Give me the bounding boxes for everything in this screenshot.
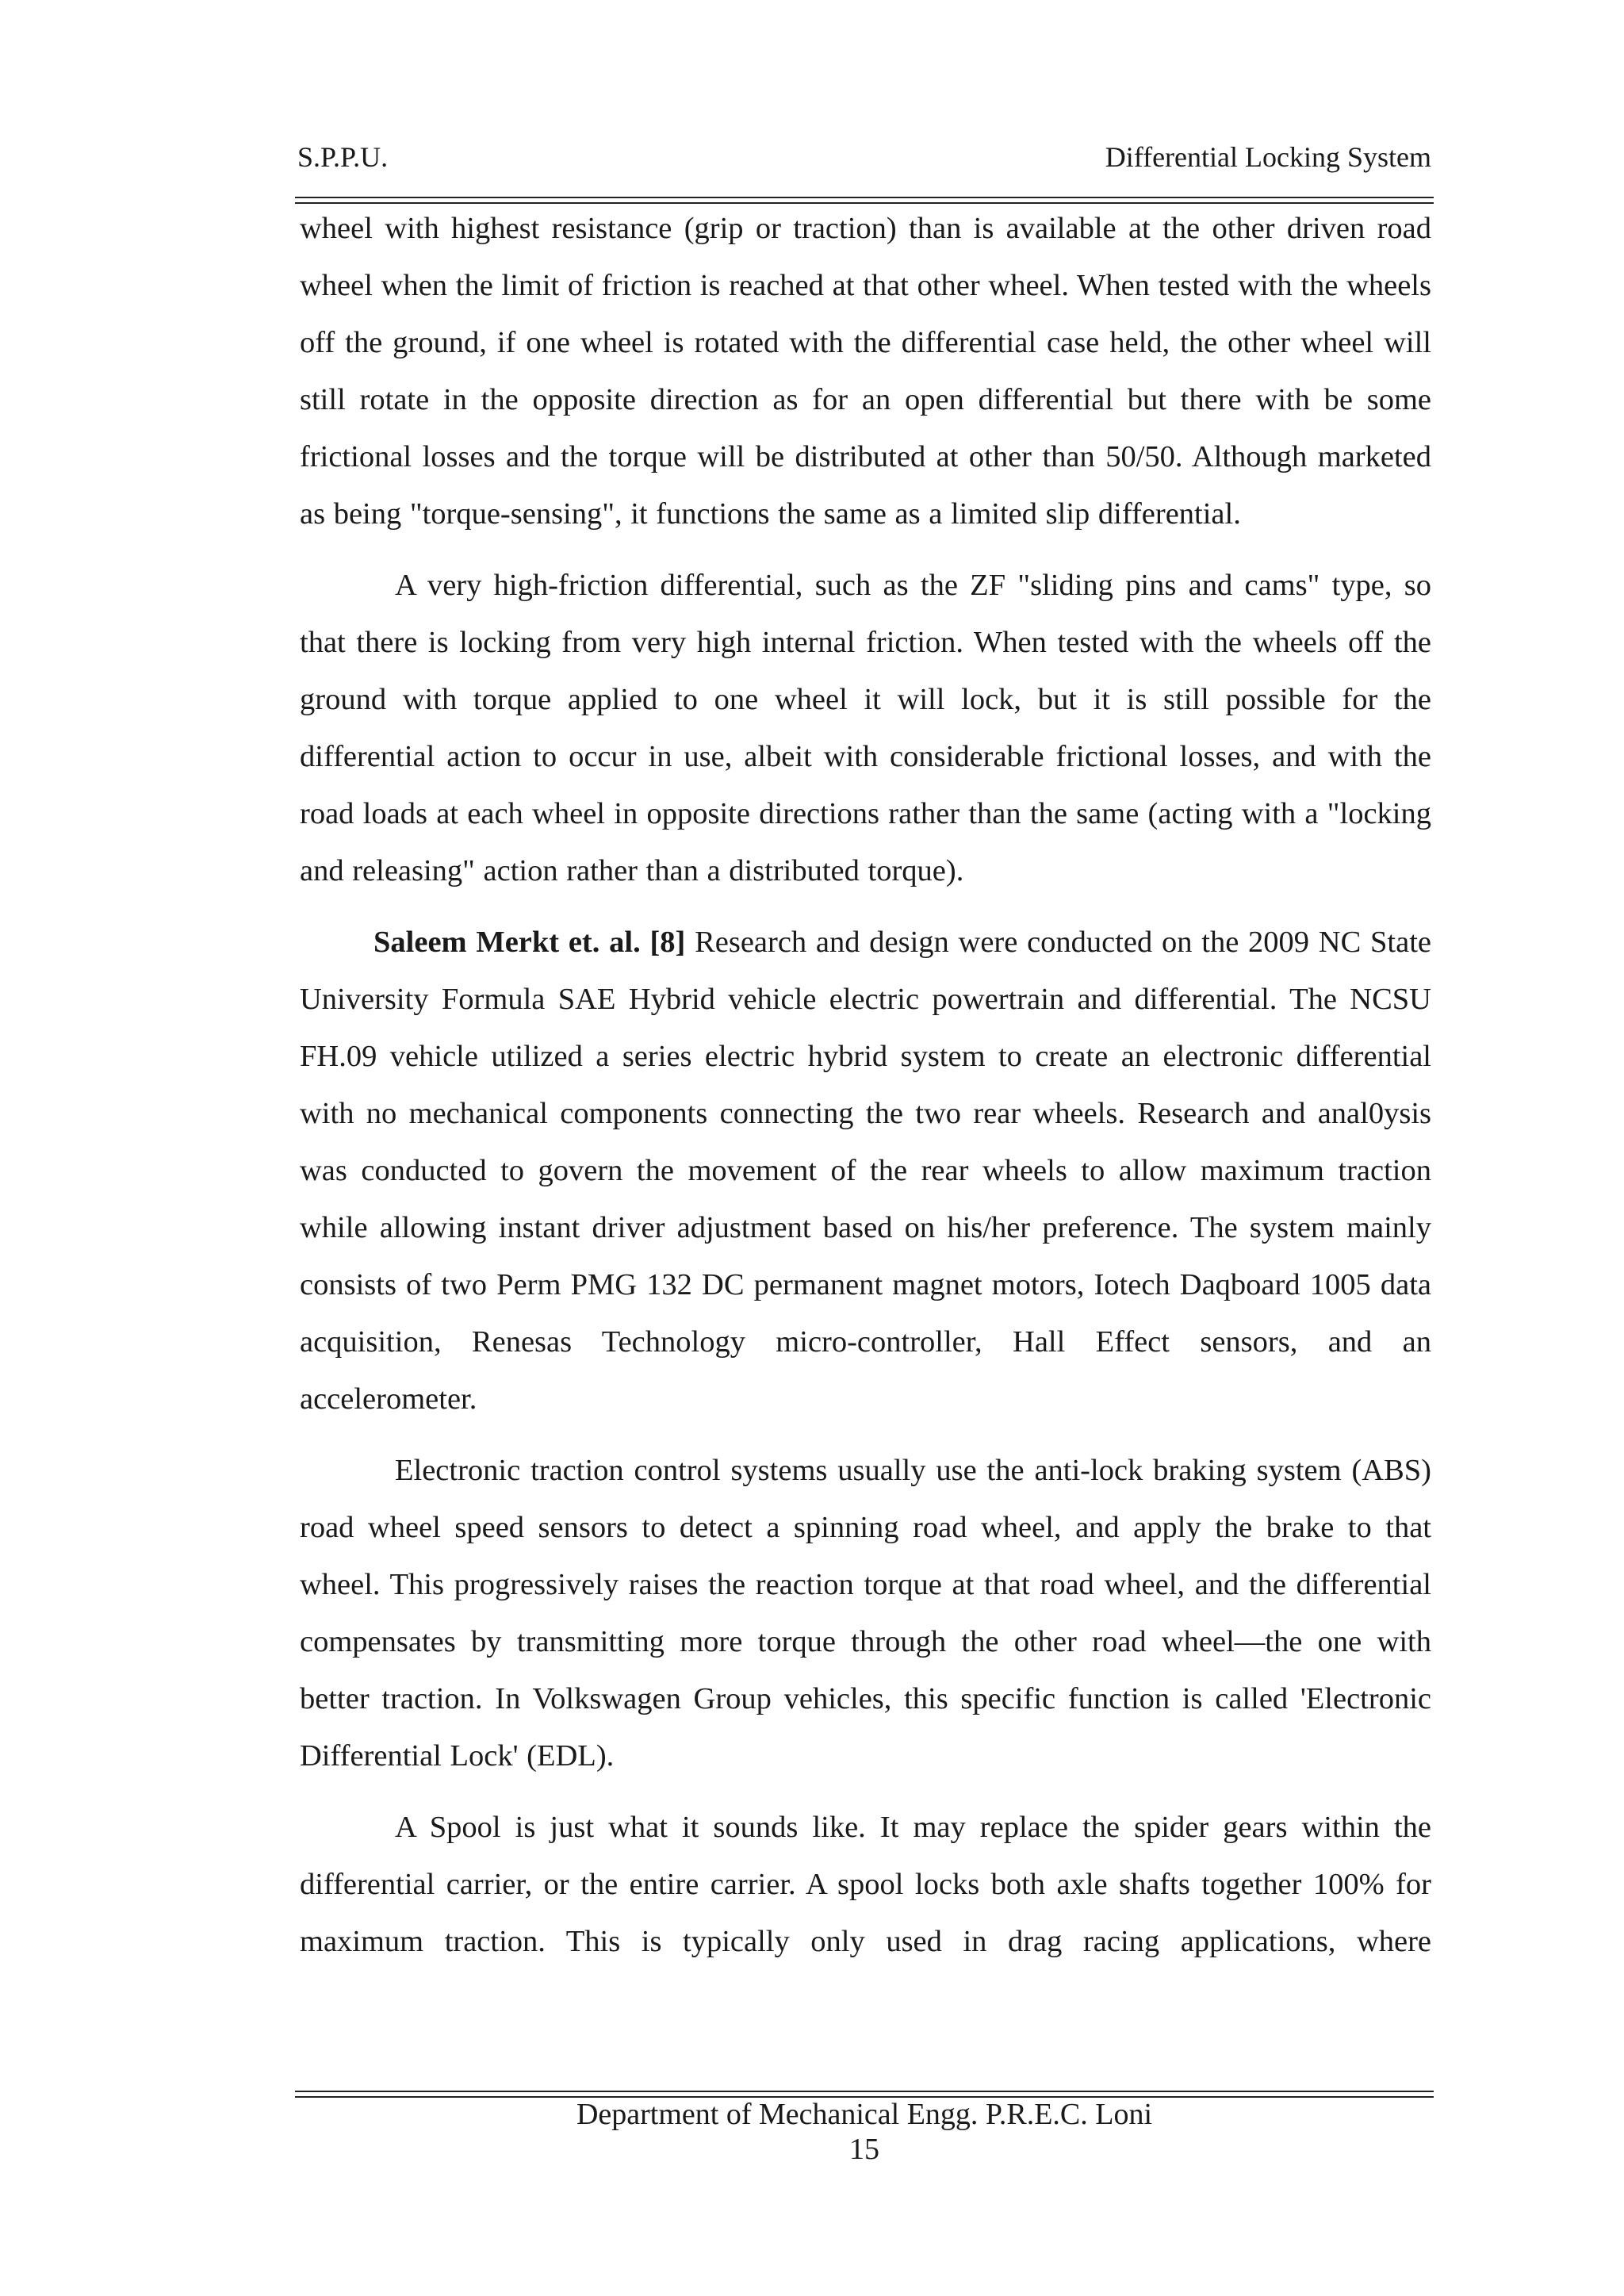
citation-lead: Saleem Merkt et. al. [8]: [373, 926, 686, 959]
paragraph-5: A Spool is just what it sounds like. It may replace the spider gears within the differential carrier, or the entire carrier. A spool locks both axle shafts together 100% for maximum traction. This is typically only used in drag racing applications, where: [300, 1811, 1431, 1958]
header-title: Differential Locking System: [1105, 141, 1431, 173]
paragraph-3-body: Research and design were conducted on the 2009 NC State University Formula SAE Hybrid vehicle electric powertrain and differential. The NCSU FH.09 vehicle utilized a series electric hybrid system to create an electronic differential with no mechanical components connecting the two rear wheels. Research and anal0ysis was conducted to govern the movement of the rear wheels to allow maximum traction while allowing instant driver adjustment based on his/her preference. The system mainly consists of two Perm PMG 132 DC permanent magnet motors, Iotech Daqboard 1005 data acquisition, Renesas Technology micro-controller, Hall Effect sensors, and an accelerometer.: [300, 926, 1431, 1416]
page-header: [297, 135, 1431, 179]
page-footer: [297, 2097, 1431, 2167]
page-number: 15: [849, 2133, 879, 2166]
footer-department: Department of Mechanical Engg. P.R.E.C. Loni: [576, 2098, 1153, 2131]
paragraph-3: [300, 914, 1431, 1428]
paragraph-4: Electronic traction control systems usually use the anti-lock braking system (ABS) road wheel speed sensors to detect a spinning road wheel, and apply the brake to that wheel. This progressively raises the reaction torque at that road wheel, and the differential compensates by transmitting more torque through the other road wheel—the one with better traction. In Volkswagen Group vehicles, this specific function is called 'Electronic Differential Lock' (EDL).: [300, 1454, 1431, 1773]
paragraph-2: A very high-friction differential, such as the ZF "sliding pins and cams" type, so that there is locking from very high internal friction. When tested with the wheels off the ground with torque applied to one wheel it will lock, but it is still possible for the differential action to occur in use, albeit with considerable frictional losses, and with the road loads at each wheel in opposite directions rather than the same (acting with a "locking and releasing" action rather than a distributed torque).: [300, 569, 1431, 887]
body-text: [300, 200, 1431, 1970]
header-university: S.P.P.U.: [297, 141, 389, 173]
paragraph-1: wheel with highest resistance (grip or traction) than is available at the other driven road wheel when the limit of friction is reached at that other wheel. When tested with the wheels off the ground, if one wheel is rotated with the differential case held, the other wheel will still rotate in the opposite direction as for an open differential but there with be some frictional losses and the torque will be distributed at other than 50/50. Although marketed as being "torque-sensing", it functions the same as a limited slip differential.: [300, 212, 1431, 531]
